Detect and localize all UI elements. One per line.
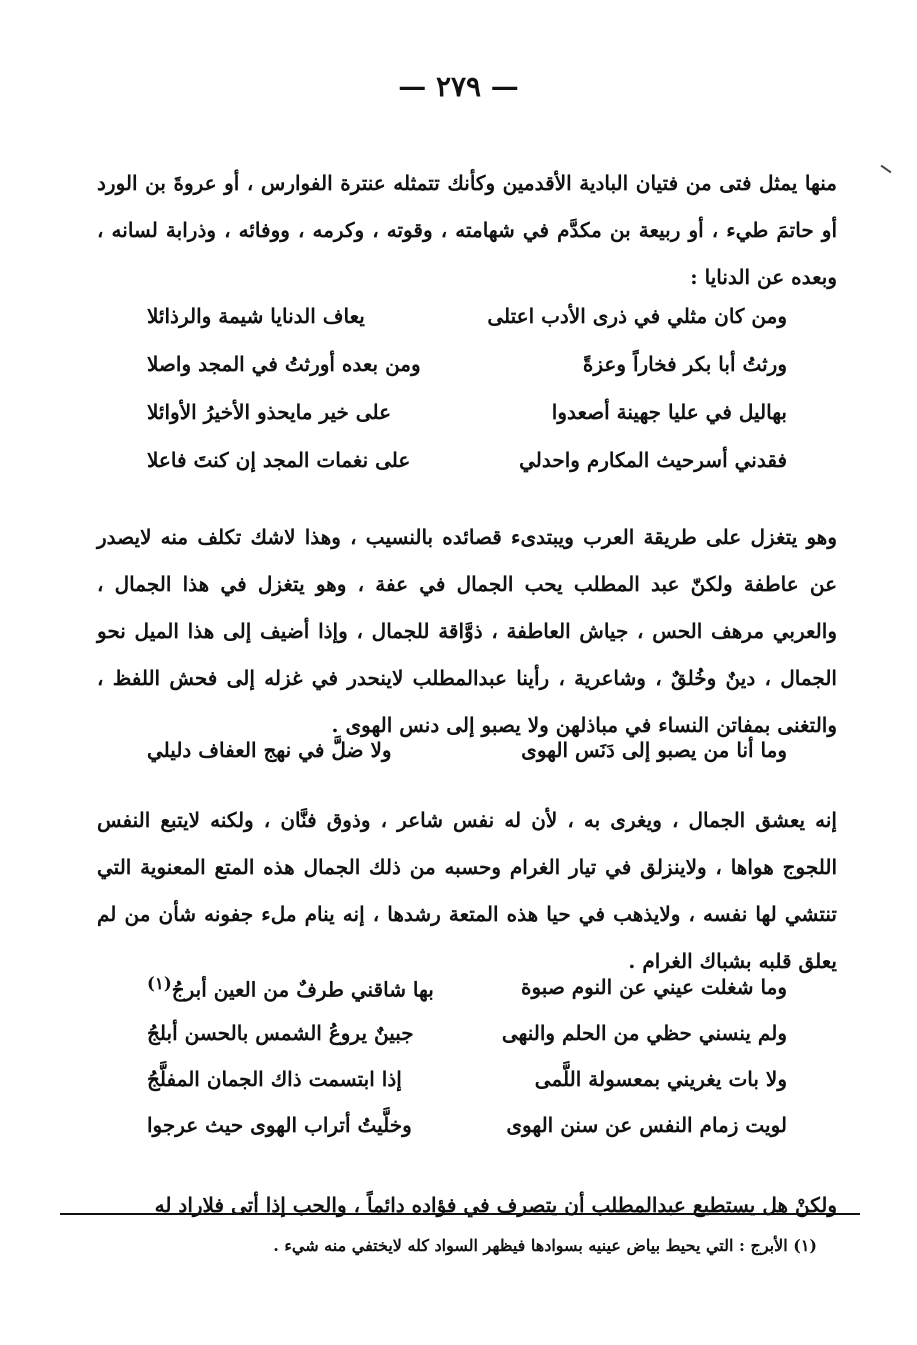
paragraph-ghazal: وهو يتغزل على طريقة العرب ويبتدىء قصائده بالنسيب ، وهذا لاشك تكلف منه لايصدر عن عاطفة ولكنّ عبد المطلب يحب الجمال في عفة ، وهو يتغزل في هذا الجمال ، والعربي مرهف الحس ، جياش العاطفة ، ذوَّاقة للجمال ، وإذا أضيف إلى هذا الميل نحو الجمال ، دينٌ وخُلقٌ ، وشاعرية ، رأينا عبدالمطلب لاينحدر في غزله إلى فحش اللفظ ، والتغنى بمفاتن النساء في مباذلهن ولا يصبو إلى دنس الهوى .: [97, 525, 837, 737]
verse-second-hemistich: وخلَّيتُ أتراب الهوى حيث عرجوا: [147, 1113, 412, 1137]
footnote-reference: (١): [147, 972, 172, 993]
paragraph-beauty: إنه يعشق الجمال ، ويغرى به ، لأن له نفس شاعر ، وذوق فنَّان ، ولكنه لايتبع النفس اللجوج هواها ، ولاينزلق في تيار الغرام وحسبه من ذلك الجمال هذه المتع المعنوية التي تنتشي لها نفسه ، ولايذهب في حيا هذه المتعة رشدها ، إنه ينام ملء جفونه شأن من لم يعلق قلبه بشباك الغرام .: [97, 808, 837, 973]
poem-verse: [147, 1102, 787, 1148]
verse-second-hemistich: يعاف الدنايا شيمة والرذائلا: [147, 304, 365, 328]
print-speck: [881, 165, 892, 174]
verse-second-hemistich: ومن بعده أورثتُ في المجد واصلا: [147, 352, 421, 376]
verse-first-hemistich: لويت زمام النفس عن سنن الهوى: [506, 1113, 787, 1137]
page-number: — ٢٧٩ —: [398, 70, 519, 103]
verse-second-hemistich-text: بها شاقني طرفٌ من العين أبرجُ: [171, 977, 434, 1002]
verse-second-hemistich: ولا ضلَّ في نهج العفاف دليلي: [147, 738, 392, 762]
poem-verse: [147, 388, 787, 436]
poem-block-3: [147, 964, 787, 1148]
verse-first-hemistich: ومن كان مثلي في ذرى الأدب اعتلى: [487, 304, 787, 328]
verse-second-hemistich: إذا ابتسمت ذاك الجمان المفلَّجُ: [147, 1067, 402, 1091]
verse-first-hemistich: ورثتُ أبا بكر فخاراً وعزةً: [582, 352, 787, 376]
verse-first-hemistich: بهاليل في عليا جهينة أصعدوا: [551, 400, 787, 424]
verse-first-hemistich: ولا بات يغريني بمعسولة اللَّمى: [534, 1067, 787, 1091]
verse-second-hemistich: [147, 973, 454, 1002]
poem-verse: [147, 1010, 787, 1056]
footnote-marker: (١): [793, 1236, 817, 1255]
verse-second-hemistich: على خير مايحذو الأخيرُ الأوائلا: [147, 400, 392, 424]
footnote-divider: [60, 1213, 860, 1215]
footnote-text: الأبرج : التي يحيط بياض عينيه بسوادها فيظهر السواد كله لايختفي منه شيء .: [273, 1236, 788, 1255]
poem-verse: [147, 1056, 787, 1102]
poem-block-1: [147, 292, 787, 484]
poem-verse: [147, 292, 787, 340]
poem-verse: [147, 964, 787, 1010]
footnote: [117, 1232, 817, 1260]
verse-first-hemistich: ولم ينسني حظي من الحلم والنهى: [501, 1021, 787, 1045]
poem-block-2: [147, 728, 787, 772]
paragraph-intro: منها يمثل فتى من فتيان البادية الأقدمين وكأنك تتمثله عنترة الفوارس ، أو عروةَ بن الورد أو حاتمَ طيء ، أو ربيعة بن مكدَّم في شهامته ، وقوته ، وكرمه ، ووفائه ، وذرابة لسانه ، وبعده عن الدنايا :: [97, 171, 837, 289]
poem-verse: [147, 436, 787, 484]
verse-first-hemistich: وما أنا من يصبو إلى دَنَس الهوى: [521, 738, 787, 762]
verse-second-hemistich: جبينٌ يروعُ الشمس بالحسن أبلجُ: [147, 1021, 414, 1045]
poem-verse: [147, 728, 787, 772]
verse-first-hemistich: وما شغلت عيني عن النوم صبوة: [520, 975, 787, 999]
poem-verse: [147, 340, 787, 388]
paragraph-closing: ولكنْ هل يستطيع عبدالمطلب أن يتصرف في فؤاده دائماً ، والحب إذا أتى فلاراد له: [154, 1193, 837, 1217]
verse-first-hemistich: فقدني أسرحيث المكارم واحدلي: [519, 448, 787, 472]
verse-second-hemistich: على نغمات المجد إن كنتَ فاعلا: [147, 448, 411, 472]
